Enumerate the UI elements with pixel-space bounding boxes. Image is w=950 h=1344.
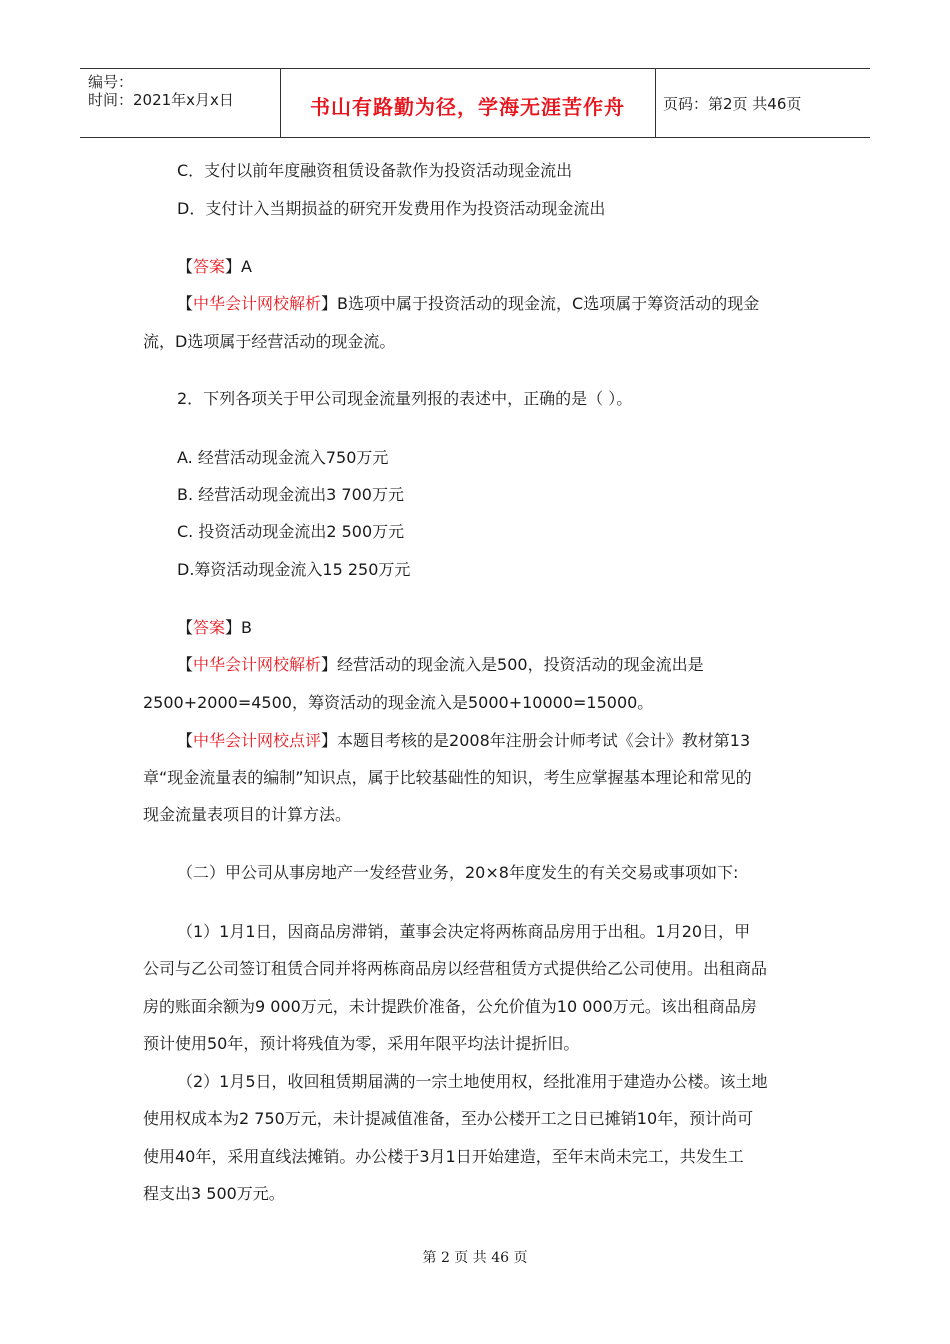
analysis-label: 中华会计网校解析: [193, 294, 322, 313]
option-d-q1: D．支付计入当期损益的研究开发费用作为投资活动现金流出: [177, 199, 606, 218]
answer-label: 答案: [193, 618, 226, 637]
page-header: [80, 68, 870, 138]
header-page-cell: [656, 69, 870, 137]
review-2-line1: 【中华会计网校点评】本题目考核的是2008年注册会计师考试《会计》教材第13: [177, 731, 751, 750]
option-a-q2: A. 经营活动现金流入750万元: [177, 448, 389, 467]
page-indicator: 页码：第2页 共46页: [663, 95, 802, 113]
option-c-q1: C．支付以前年度融资租赁设备款作为投资活动现金流出: [177, 161, 573, 180]
review-2-line2: 章“现金流量表的编制”知识点，属于比较基础性的知识，考生应掌握基本理论和常见的: [143, 768, 752, 787]
page-footer: 第 2 页 共 46 页: [422, 1250, 528, 1266]
analysis-label: 中华会计网校解析: [193, 655, 322, 674]
review-2-line3: 现金流量表项目的计算方法。: [143, 805, 352, 824]
header-motto-cell: [280, 69, 656, 137]
analysis-1-line1: 【中华会计网校解析】B选项中属于投资活动的现金流，C选项属于筹资活动的现金: [177, 294, 760, 313]
answer-1: 【答案】A: [177, 257, 252, 276]
item-1-line3: 房的账面余额为9 000万元，未计提跌价准备，公允价值为10 000万元。该出租商品房: [143, 997, 757, 1016]
time-label: 时间：2021年x月x日: [88, 91, 234, 109]
analysis-2-line1: 【中华会计网校解析】经营活动的现金流入是500，投资活动的现金流出是: [177, 655, 704, 674]
header-meta-cell: [80, 69, 281, 137]
section-2-intro: （二）甲公司从事房地产一发经营业务，20×8年度发生的有关交易或事项如下:: [177, 863, 739, 882]
option-c-q2: C. 投资活动现金流出2 500万元: [177, 522, 405, 541]
item-2-line2: 使用权成本为2 750万元，未计提减值准备，至办公楼开工之日已摊销10年，预计尚可: [143, 1109, 754, 1128]
item-2-line4: 程支出3 500万元。: [143, 1184, 285, 1203]
option-d-q2: D.筹资活动现金流入15 250万元: [177, 560, 411, 579]
answer-value: B: [241, 618, 253, 637]
option-b-q2: B. 经营活动现金流出3 700万元: [177, 485, 404, 504]
question-2: 2．下列各项关于甲公司现金流量列报的表述中，正确的是（ ）。: [177, 389, 633, 408]
item-2-line1: （2）1月5日，收回租赁期届满的一宗土地使用权，经批准用于建造办公楼。该土地: [177, 1072, 768, 1091]
item-2-line3: 使用40年，采用直线法摊销。办公楼于3月1日开始建造，至年末尚未完工，共发生工: [143, 1147, 744, 1166]
analysis-1-line2: 流，D选项属于经营活动的现金流。: [143, 332, 396, 351]
answer-label: 答案: [193, 257, 226, 276]
answer-2: 【答案】B: [177, 618, 253, 637]
answer-value: A: [241, 257, 252, 276]
number-label: 编号：: [88, 73, 134, 91]
analysis-2-line2: 2500+2000=4500，筹资活动的现金流入是5000+10000=15000。: [143, 693, 654, 712]
item-1-line1: （1）1月1日，因商品房滞销，董事会决定将两栋商品房用于出租。1月20日，甲: [177, 922, 751, 941]
motto: 书山有路勤为径，学海无涯苦作舟: [310, 95, 625, 119]
item-1-line4: 预计使用50年，预计将残值为零，采用年限平均法计提折旧。: [143, 1034, 580, 1053]
item-1-line2: 公司与乙公司签订租赁合同并将两栋商品房以经营租赁方式提供给乙公司使用。出租商品: [143, 959, 768, 978]
review-label: 中华会计网校点评: [193, 731, 322, 750]
